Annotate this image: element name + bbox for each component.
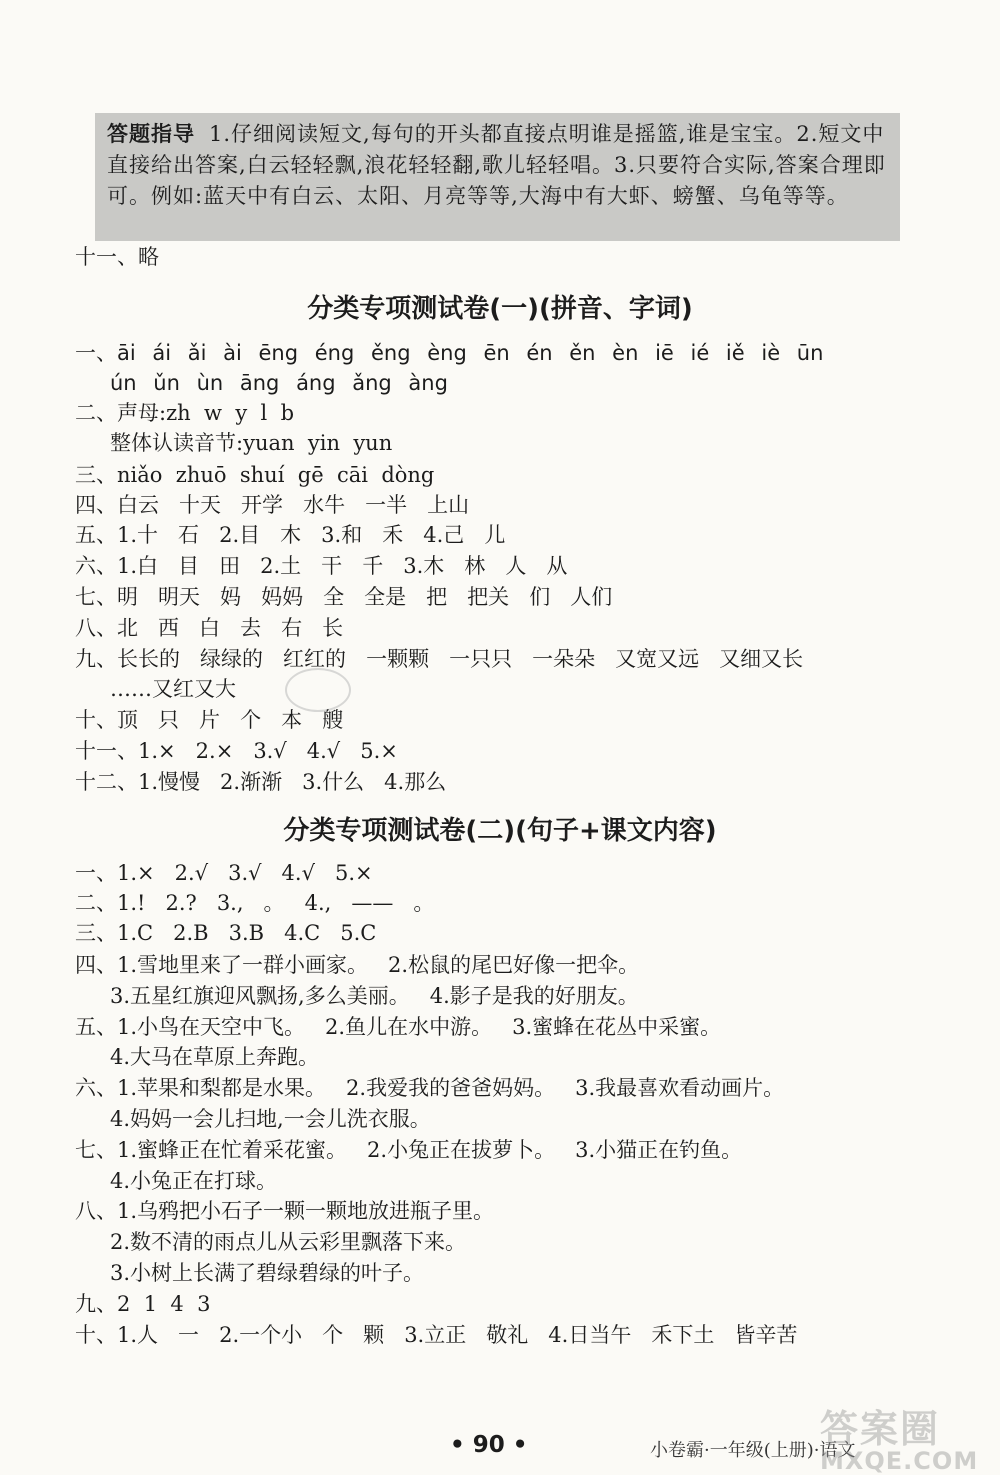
answer-guide-box (95, 113, 900, 241)
s2-line-10: 七、1.蜜蜂正在忙着采花蜜。 2.小兔正在拔萝卜。 3.小猫正在钓鱼。 (75, 1138, 743, 1162)
s1-line-13: 十、顶 只 片 个 本 艘 (75, 708, 344, 732)
s1-line-5: 三、niǎo zhuō shuí gē cāi dòng (75, 463, 435, 487)
s2-line-14: 3.小树上长满了碧绿碧绿的叶子。 (110, 1261, 425, 1285)
s1-line-1: 一、āi ái ǎi ài ēng éng ěng èng ēn én ěn èn iē ié iě iè ūn (75, 341, 824, 365)
s2-line-3: 三、1.C 2.B 3.B 4.C 5.C (75, 921, 377, 945)
s2-line-1: 一、1.× 2.√ 3.√ 4.√ 5.× (75, 861, 373, 885)
guide-label: 答题指导 (107, 122, 195, 146)
section2-title: 分类专项测试卷(二)(句子+课文内容) (283, 816, 717, 846)
s2-line-4: 四、1.雪地里来了一群小画家。 2.松鼠的尾巴好像一把伞。 (75, 953, 640, 977)
s2-line-7: 4.大马在草原上奔跑。 (110, 1045, 320, 1069)
s1-line-6: 四、白云 十天 开学 水牛 一半 上山 (75, 493, 470, 517)
page-number: • 90 • (450, 1432, 528, 1458)
s2-line-11: 4.小兔正在打球。 (110, 1169, 278, 1193)
s1-line-15: 十二、1.慢慢 2.渐渐 3.什么 4.那么 (75, 770, 447, 794)
guide-text: 1.仔细阅读短文,每句的开头都直接点明谁是摇篮,谁是宝宝。2.短文中直接给出答案,白云轻轻飘,浪花轻轻翻,歌儿轻轻唱。3.只要符合实际,答案合理即可。例如:蓝天中有白云、太阳、月亮等等,大海中有大虾、螃蟹、乌龟等等。 (107, 122, 886, 208)
s1-line-11: 九、长长的 绿绿的 红红的 一颗颗 一只只 一朵朵 又宽又远 又细又长 (75, 647, 804, 671)
pre-item: 十一、略 (75, 245, 159, 269)
s2-line-16: 十、1.人 一 2.一个小 个 颗 3.立正 敬礼 4.日当午 禾下土 皆辛苦 (75, 1323, 798, 1347)
s2-line-8: 六、1.苹果和梨都是水果。 2.我爱我的爸爸妈妈。 3.我最喜欢看动画片。 (75, 1076, 785, 1100)
watermark-title: 答案圈 (820, 1407, 941, 1451)
section1-title: 分类专项测试卷(一)(拼音、字词) (307, 294, 693, 324)
s1-line-14: 十一、1.× 2.× 3.√ 4.√ 5.× (75, 739, 398, 763)
s1-line-10: 八、北 西 白 去 右 长 (75, 616, 344, 640)
s1-line-3: 二、声母:zh w y l b (75, 401, 295, 425)
s2-line-6: 五、1.小鸟在天空中飞。 2.鱼儿在水中游。 3.蜜蜂在花丛中采蜜。 (75, 1015, 722, 1039)
s1-line-7: 五、1.十 石 2.目 木 3.和 禾 4.己 儿 (75, 523, 506, 547)
s1-line-9: 七、明 明天 妈 妈妈 全 全是 把 把关 们 人们 (75, 585, 613, 609)
s2-line-12: 八、1.乌鸦把小石子一颗一颗地放进瓶子里。 (75, 1199, 495, 1223)
watermark-url: MXQE.COM (820, 1447, 979, 1475)
s2-line-5: 3.五星红旗迎风飘扬,多么美丽。 4.影子是我的好朋友。 (110, 984, 639, 1008)
s1-line-8: 六、1.白 目 田 2.土 干 千 3.木 林 人 从 (75, 554, 568, 578)
s2-line-13: 2.数不清的雨点儿从云彩里飘落下来。 (110, 1230, 467, 1254)
site-watermark (820, 1398, 990, 1475)
s2-line-2: 二、1.! 2.? 3., 。 4., —— 。 (75, 891, 435, 915)
s2-line-15: 九、2 1 4 3 (75, 1292, 211, 1316)
s1-line-2: ún ǔn ùn āng áng ǎng àng (110, 371, 448, 395)
s2-line-9: 4.妈妈一会儿扫地,一会儿洗衣服。 (110, 1107, 431, 1131)
s1-line-12: ……又红又大 (110, 677, 236, 701)
s1-line-4: 整体认读音节:yuan yin yun (110, 431, 393, 455)
book-footer: 小卷霸·一年级(上册)·语文 (650, 1440, 856, 1461)
